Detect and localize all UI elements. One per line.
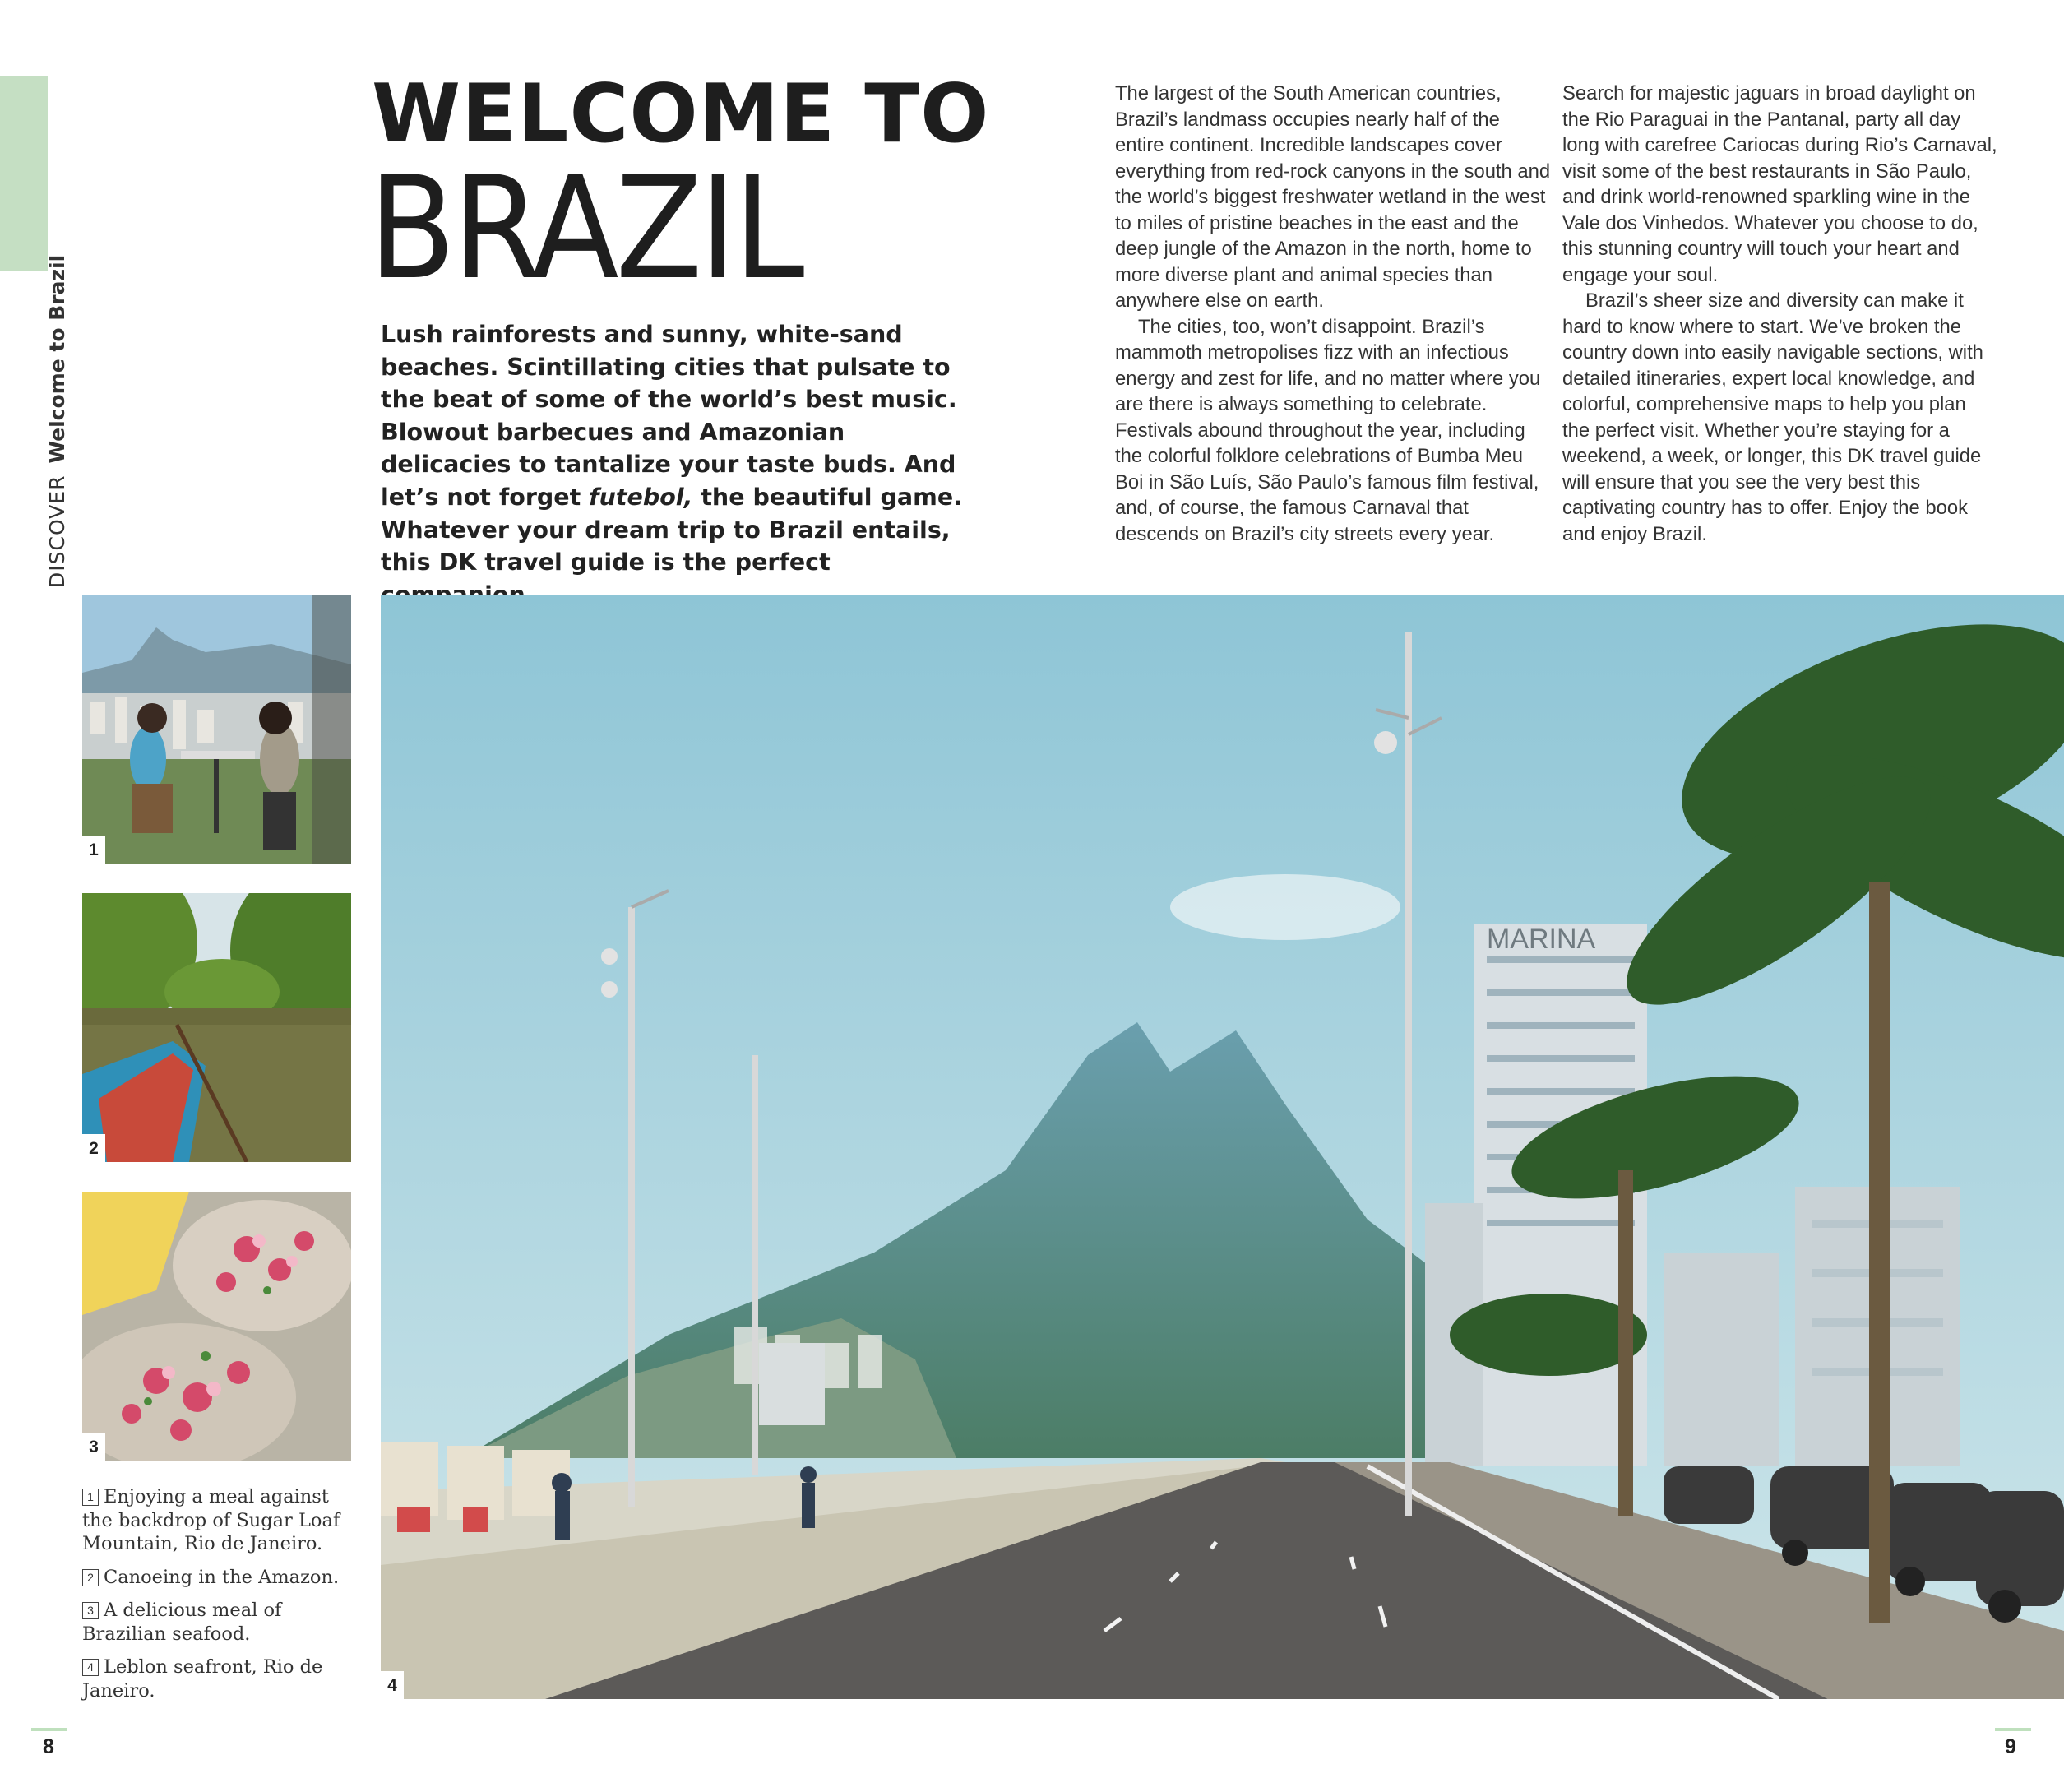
photo-leblon-seafront bbox=[381, 595, 2064, 1699]
photo-number: 3 bbox=[82, 1433, 105, 1461]
folio-rule-right bbox=[1995, 1728, 2031, 1731]
page-number-right: 9 bbox=[2005, 1735, 2016, 1758]
body-paragraph: Brazil’s sheer size and diversity can make it hard to know where to start. We’ve broken the country down into easily navigable sections, with detailed itineraries, expert local knowledge, and colorful, comprehensive maps to help you plan the perfect visit. Whether you’re staying for a weekend, a week, or longer, this DK travel guide will ensure that you see the very best this captivating country has to offer. Enjoy the book and enjoy Brazil. bbox=[1562, 289, 1983, 545]
running-header bbox=[45, 255, 69, 588]
body-paragraph: The largest of the South American countries, Brazil’s landmass occupies nearly half of the entire continent. Incredible landscapes cover everything from red-rock canyons in the south and the world’s biggest freshwater wetland in the west to miles of pristine beaches in the east and the deep jungle of the Amazon in the north, home to more diverse plant and animal species than anywhere else on earth. bbox=[1115, 82, 1551, 312]
body-column-1 bbox=[1115, 81, 1551, 547]
caption-number: 2 bbox=[82, 1569, 99, 1586]
caption-text: Canoeing in the Amazon. bbox=[104, 1566, 340, 1588]
caption-item bbox=[82, 1599, 345, 1646]
photo-sugarloaf-meal bbox=[82, 595, 351, 864]
photo-number: 2 bbox=[82, 1134, 105, 1162]
chapter-name: Welcome to Brazil bbox=[45, 254, 69, 464]
caption-number: 3 bbox=[82, 1602, 99, 1619]
leblon-seafront-image bbox=[381, 595, 2064, 1699]
photo-number: 1 bbox=[82, 836, 105, 864]
body-paragraph: Search for majestic jaguars in broad daylight on the Rio Paraguai in the Pantanal, party all day long with carefree Cariocas during Rio’s Carnaval, visit some of the best restaurants in São Paulo, and drink world-renowned sparkling wine in the Vale dos Vinhedos. Whatever you choose to do, this stunning country will touch your heart and engage your soul. bbox=[1562, 82, 1997, 286]
photo-number: 4 bbox=[381, 1671, 404, 1699]
intro-text-2: the beautiful game. Whatever your dream trip to Brazil entails, this DK travel guide is the perfect bbox=[381, 483, 962, 576]
building-sign: MARINA bbox=[1487, 924, 1596, 955]
section-name: DISCOVER bbox=[45, 475, 69, 588]
page-number-left: 8 bbox=[43, 1735, 54, 1758]
title-welcome-to: WELCOME TO bbox=[372, 67, 990, 161]
caption-text: A delicious meal of Brazilian seafood. bbox=[82, 1600, 282, 1645]
caption-text: Leblon seafront, Rio de Janeiro. bbox=[82, 1656, 323, 1702]
intro-text-1: Lush rainforests and sunny, white-sand beaches. Scintillating cities that pulsate to the beat of some of the world’s best music. Blowout barbecues and Amazonian delicacies to tantalize your taste buds. And let’s not forget bbox=[381, 321, 957, 511]
section-color-tab bbox=[0, 76, 48, 271]
intro-paragraph bbox=[381, 318, 973, 611]
sugarloaf-meal-image bbox=[82, 595, 351, 864]
photo-amazon-canoe bbox=[82, 893, 351, 1162]
caption-item bbox=[82, 1566, 345, 1590]
amazon-canoe-image bbox=[82, 893, 351, 1162]
photo-captions bbox=[82, 1485, 345, 1712]
folio-rule-left bbox=[31, 1728, 67, 1731]
intro-italic: futebol, bbox=[589, 483, 693, 511]
caption-number: 1 bbox=[82, 1489, 99, 1506]
caption-item bbox=[82, 1485, 345, 1556]
title-brazil: BRAZIL bbox=[368, 146, 802, 311]
caption-text: Enjoying a meal against the backdrop of Sugar Loaf Mountain, Rio de Janeiro. bbox=[82, 1486, 340, 1554]
photo-seafood bbox=[82, 1192, 351, 1461]
body-paragraph: The cities, too, won’t disappoint. Brazil’s mammoth metropolises fizz with an infectious energy and zest for life, and no matter where you are there is always something to celebrate. Festivals abound throughout the year, including the colorful folklore celebrations of Bumba Meu Boi in São Luís, São Paulo’s famous film festival, and, of course, the famous Carnaval that descends on Brazil’s city streets every year. bbox=[1115, 315, 1541, 545]
caption-number: 4 bbox=[82, 1659, 99, 1676]
caption-item bbox=[82, 1655, 345, 1702]
seafood-image bbox=[82, 1192, 351, 1461]
body-column-2 bbox=[1562, 81, 1998, 547]
